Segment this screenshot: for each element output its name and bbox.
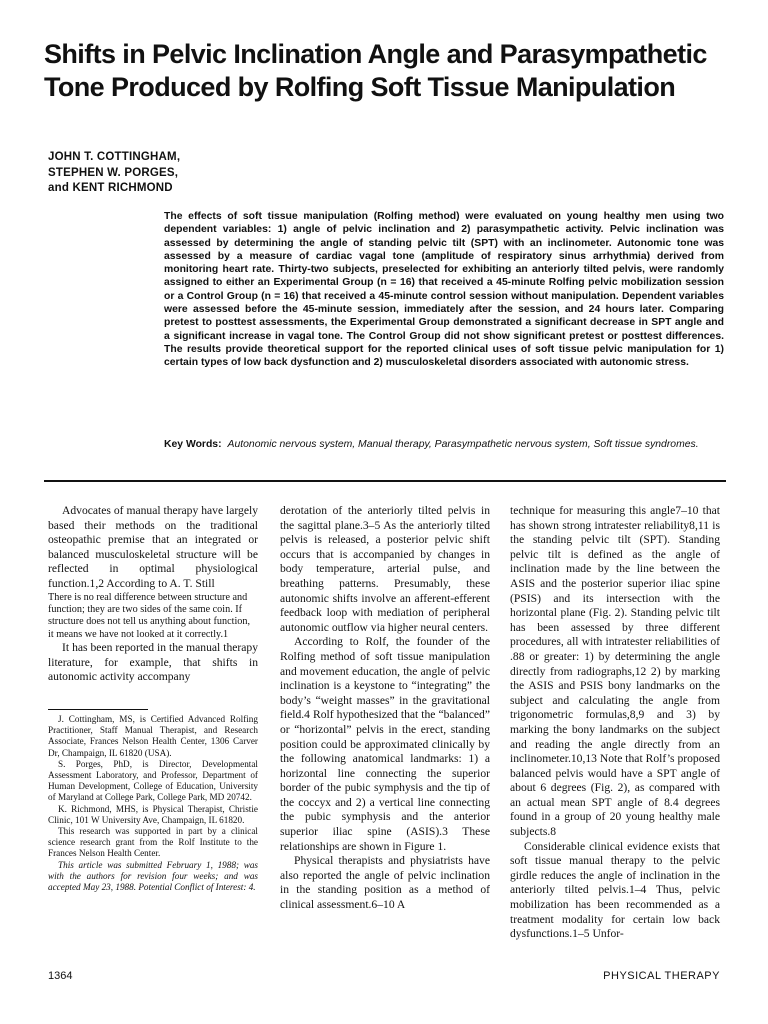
block-quote: There is no real difference between structure and function; they are two sides of the same coin. If structure does not tell us anything about function, it means we have not looked at it correctly.1 xyxy=(48,591,251,640)
footnote: This article was submitted February 1, 1988; was with the authors for revision four weeks; and was accepted May 23, 1988. Potential Conflict of Interest: 4. xyxy=(48,859,258,893)
author-list xyxy=(48,150,180,197)
footnote: J. Cottingham, MS, is Certified Advanced Rolfing Practitioner, Staff Manual Therapist, and Research Associate, Frances Nelson Health Center, 1306 Carver Dr, Champaign, IL 61820 (USA). xyxy=(48,713,258,758)
key-words-text: Autonomic nervous system, Manual therapy, Parasympathetic nervous system, Soft tissue syndromes. xyxy=(227,439,699,450)
key-words-label: Key Words: xyxy=(164,439,222,450)
author-line-3: and KENT RICHMOND xyxy=(48,182,173,194)
page-number: 1364 xyxy=(48,970,73,982)
section-divider xyxy=(44,480,726,482)
paragraph: derotation of the anteriorly tilted pelvis in the sagittal plane.3–5 As the anteriorly tilted pelvis is released, a posterior pelvic shift occurs that is accompanied by changes in body temperature, arterial pulse, and breathing patterns. Presumably, these autonomic shifts involve an afferent-efferent feedback loop with mediation of peripheral autonomic outflow via higher neural centers. xyxy=(280,504,490,634)
paragraph: It has been reported in the manual therapy literature, for example, that shifts in autonomic activity accompany xyxy=(48,641,258,684)
paragraph: According to Rolf, the founder of the Rolfing method of soft tissue manipulation and movement education, the angle of pelvic inclination is a keystone to “integrating” the body’s “weight masses” in the gravitational field.4 Rolf hypothesized that the “balanced” or “horizontal” pelvis in the erect, standing position could be approximated clinically by the following anatomical landmarks: 1) a horizontal line connecting the superior border of the pubic symphysis and the tip of the coccyx and 2) a vertical line connecting the pubic symphysis and the anterior superior iliac spine (ASIS).3 These relationships are shown in Figure 1. xyxy=(280,635,490,853)
footnote: K. Richmond, MHS, is Physical Therapist, Christie Clinic, 101 W University Ave, Champaign, IL 61820. xyxy=(48,803,258,825)
author-line-1: JOHN T. COTTINGHAM, xyxy=(48,151,181,163)
body-column-3 xyxy=(510,504,720,942)
paragraph: Considerable clinical evidence exists that soft tissue manual therapy to the pelvic girdle reduces the angle of inclination in the anteriorly tilted pelvis.1–4 Thus, pelvic mobilization has been recommended as a treatment modality for certain low back dysfunctions.1–5 Unfor- xyxy=(510,839,720,941)
paragraph: Advocates of manual therapy have largely based their methods on the traditional osteopathic premise that an integrated or balanced musculoskeletal structure will be reflected in optimal physiological function.1,2 According to A. T. Still xyxy=(48,504,258,590)
key-words xyxy=(164,438,724,451)
author-line-2: STEPHEN W. PORGES, xyxy=(48,166,179,179)
footnote-divider xyxy=(48,709,148,710)
paragraph: Physical therapists and physiatrists have also reported the angle of pelvic inclination in the standing position as a method of clinical assessment.6–10 A xyxy=(280,854,490,912)
paragraph: technique for measuring this angle7–10 that has shown strong intratester reliability8,11 is the standing pelvic tilt (SPT). Standing pelvic tilt is defined as the angle of inclination made by the line between the ASIS and the posterior superior iliac spine (PSIS) and its intersection with the horizontal plane (Fig. 2). Standing pelvic tilt has been assessed by three different procedures, all with intratester reliabilities of .88 or greater: 1) by determining the angle directly from radiographs,12 2) by marking the ASIS and PSIS bony landmarks on the subject and calculating the angle from trigonometric formulas,8,9 and 3) by marking the bony landmarks on the subject and reading the angle directly from an inclinometer.10,13 Note that Rolf’s proposed balanced pelvis would have a SPT angle of about 6 degrees (Fig. 2), as compared with an actual mean SPT angle of 8.4 degrees found in a group of 20 young healthy male subjects.8 xyxy=(510,504,720,839)
article-title-line-1: Shifts in Pelvic Inclination Angle and Parasympathetic xyxy=(44,39,707,69)
journal-name: PHYSICAL THERAPY xyxy=(603,970,720,982)
footnote: This research was supported in part by a clinical science research grant from the Rolf Institute to the Frances Nelson Health Center. xyxy=(48,826,258,859)
body-column-1 xyxy=(48,504,258,893)
author-footnotes xyxy=(48,714,258,893)
article-title-line-2: Tone Produced by Rolfing Soft Tissue Manipulation xyxy=(44,72,676,102)
article-title xyxy=(44,38,734,104)
body-column-2 xyxy=(280,504,490,913)
abstract: The effects of soft tissue manipulation (Rolfing method) were evaluated on young healthy men using two dependent variables: 1) angle of pelvic inclination and 2) parasympathetic activity. Pelvic inclination was assessed by determining the angle of standing pelvic tilt (SPT) with an inclinometer. Autonomic tone was assessed by a measure of cardiac vagal tone (amplitude of respiratory sinus arrhythmia) derived from monitoring heart rate. Thirty-two subjects, preselected for exhibiting an anteriorly tilted pelvis, were randomly assigned to either an Experimental Group (n = 16) that received a 45-minute Rolfing pelvic mobilization session or a Control Group (n = 16) that received a 45-minute control session without manipulation. Dependent variables were assessed before the 45-minute session, immediately after the session, and 24 hours later. Comparing pretest to posttest assessments, the Experimental Group demonstrated a significant decrease in SPT angle and a significant increase in vagal tone. The Control Group did not show significant pretest or posttest differences. The results provide theoretical support for the reported clinical uses of soft tissue pelvic manipulation for 1) certain types of low back dysfunction and 2) musculoskeletal disorders associated with autonomic stress. xyxy=(164,211,724,369)
footnote: S. Porges, PhD, is Director, Developmental Assessment Laboratory, and Professor, Department of Human Development, College of Education, University of Maryland at College Park, College Park, MD 20742. xyxy=(48,758,258,803)
